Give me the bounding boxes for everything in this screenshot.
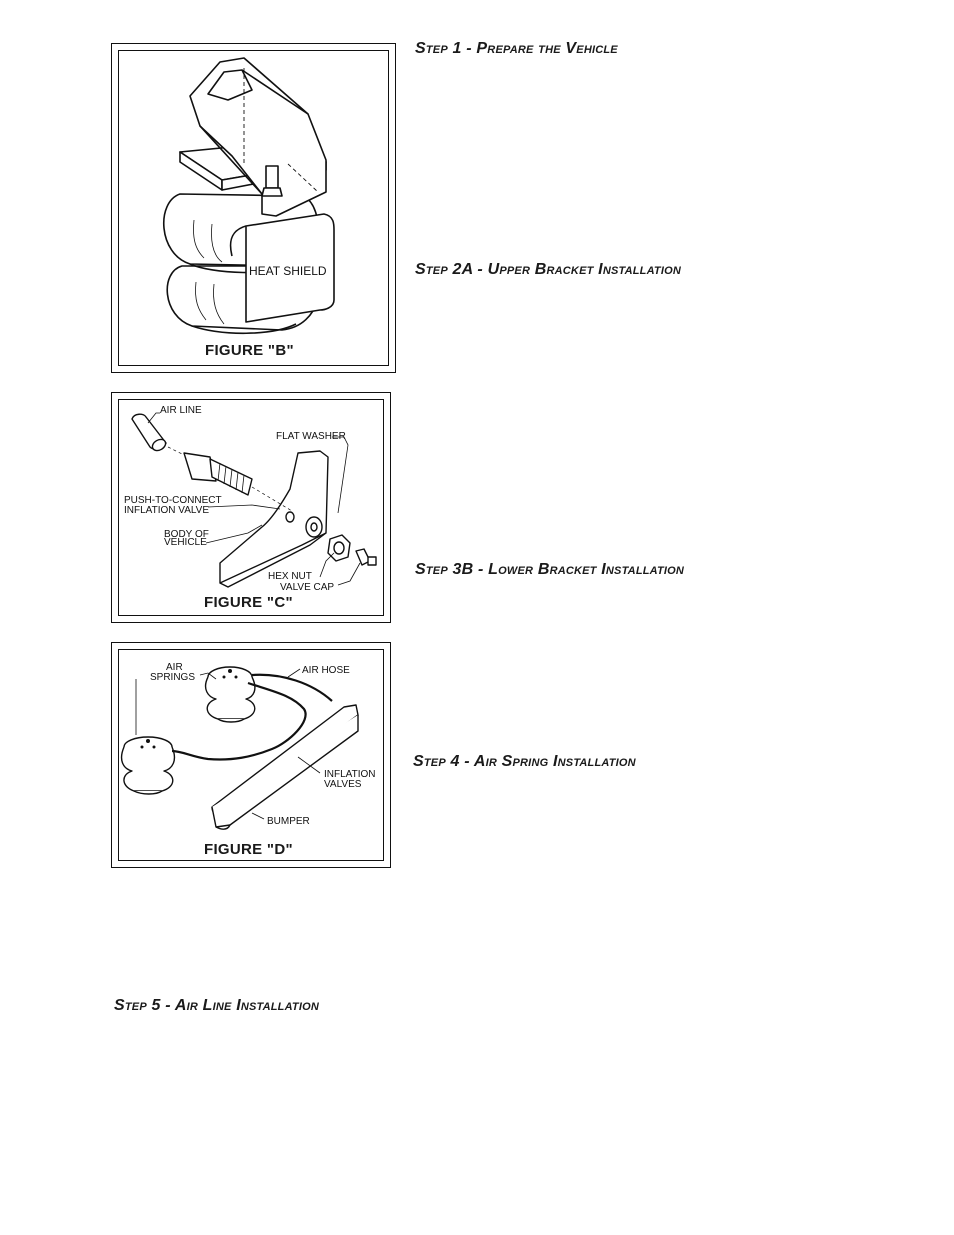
valve-cap-label: VALVE CAP [280,582,335,593]
step-5-heading: Step 5 - Air Line Installation [114,997,320,1014]
valves-label: VALVES [324,779,362,790]
bumper-label: BUMPER [267,816,310,827]
figure-b [111,43,396,373]
figure-d [111,642,391,868]
body-of-label: BODY OF [164,529,209,540]
step-3b-heading: Step 3B - Lower Bracket Installation [415,561,685,578]
air-hose-label: AIR HOSE [302,665,350,676]
hex-nut-label: HEX NUT [268,571,312,582]
figure-c-caption: FIGURE "C" [204,594,293,611]
step-2a-heading: Step 2A - Upper Bracket Installation [415,261,681,278]
air-line-label: AIR LINE [160,405,202,416]
springs-label: SPRINGS [150,672,196,683]
inflation-valve-label: INFLATION VALVE [124,505,210,516]
figure-d-illustration [112,643,392,869]
air-label: AIR [166,662,183,673]
vehicle-label: VEHICLE [164,537,207,548]
inflation-label: INFLATION [324,769,376,780]
figure-b-caption: FIGURE "B" [205,342,294,359]
step-4-heading: Step 4 - Air Spring Installation [413,753,636,770]
push-to-connect-label: PUSH-TO-CONNECT [124,495,222,506]
figure-b-illustration [112,44,397,374]
flat-washer-label: FLAT WASHER [276,431,346,442]
figure-c-illustration [112,393,392,624]
heat-shield-label: HEAT SHIELD [249,264,327,278]
figure-c [111,392,391,623]
figure-d-caption: FIGURE "D" [204,841,293,858]
step-1-heading: Step 1 - Prepare the Vehicle [415,40,618,57]
